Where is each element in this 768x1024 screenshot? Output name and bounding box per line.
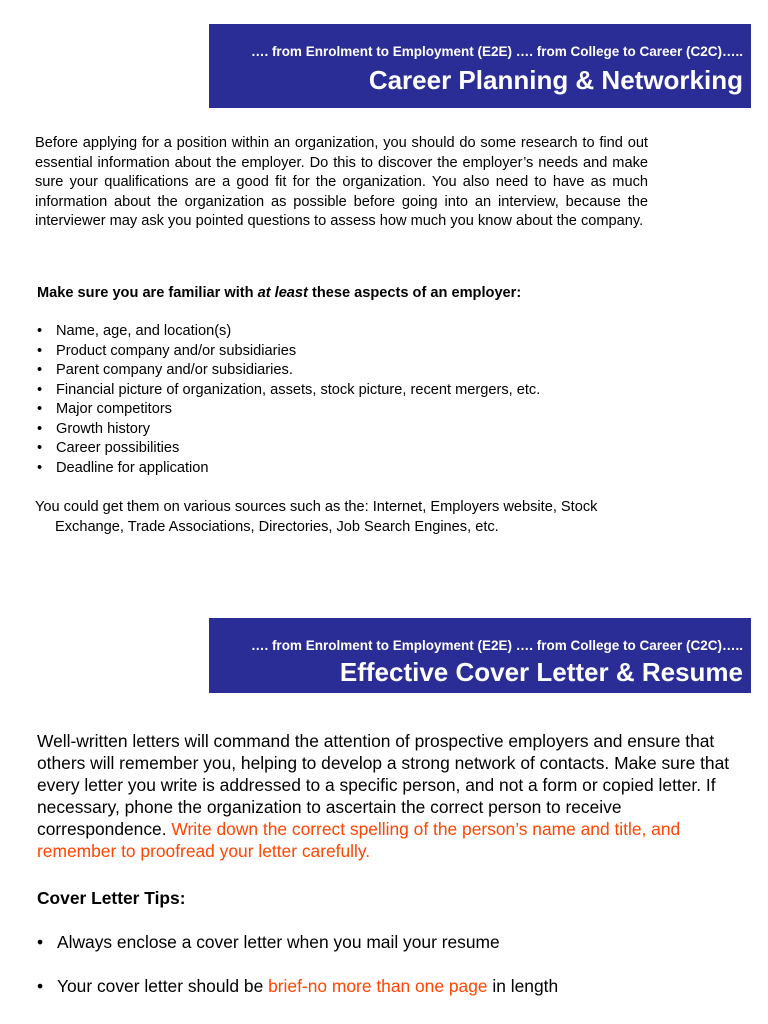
section-title: Effective Cover Letter & Resume [339,657,743,687]
intro-paragraph: Before applying for a position within an organization, you should do some research to find out essential information about the employer. Do this to discover the employer’s needs and make sure your qualifications are a good fit for the organization. You also need to have as much information about the organization as possible before going into an interview, because the interviewer may ask you pointed questions to assess how much you know about the company. [35,135,648,229]
banner-tagline: …. from Enrolment to Employment (E2E) …. from College to Career (C2C)….. [250,44,743,59]
letters-paragraph-text: Well-written letters will command the attention of prospective employers and ensure that others will remember you, helping to develop a strong network of contacts. Make sure that every letter you write is addressed to a specific person, and not a form or copied letter. If necessary, phone the organization to ascertain the correct person to receive correspondence. [37,731,730,839]
letters-paragraph-highlight: Write down the correct spelling of the person’s name and title, and remember to proofread your letter carefully. [37,819,681,861]
section-title: Career Planning & Networking [368,65,743,95]
tip-text: Your cover letter should be [57,976,269,996]
list-item [37,975,749,997]
tip-text-end: in length [487,976,559,996]
aspects-heading [37,284,650,304]
letters-paragraph [37,730,749,862]
header-banner-cover-letter [209,618,751,693]
list-item: • Deadline for application [35,459,648,479]
tip-highlight: brief-no more than one page [268,976,488,996]
list-item: • Career possibilities [35,439,648,459]
header-banner-career-planning [209,24,751,108]
tip-text: Always enclose a cover letter when you mail your resume [57,932,500,952]
sources-line-1: You could get them on various sources such as the: Internet, Employers website, Stock [35,499,598,515]
list-item: • Parent company and/or subsidiaries. [35,361,648,381]
list-item: • Name, age, and location(s) [35,322,648,342]
list-item: • Growth history [35,420,648,440]
list-item: • Product company and/or subsidiaries [35,342,648,362]
aspects-heading-start: Make sure you are familiar with [37,285,258,301]
banner-tagline: …. from Enrolment to Employment (E2E) …. from College to Career (C2C)….. [250,638,743,653]
employer-aspects-list [35,322,648,478]
list-item: • Major competitors [35,400,648,420]
cover-letter-tips-list [37,931,749,1019]
list-item [37,931,749,953]
list-item: • Financial picture of organization, assets, stock picture, recent mergers, etc. [35,381,648,401]
cover-letter-tips-heading: Cover Letter Tips: [37,888,186,908]
sources-paragraph [35,498,648,537]
sources-line-2: Exchange, Trade Associations, Directories, Job Search Engines, etc. [55,518,499,535]
aspects-heading-emphasis: at least [257,285,308,301]
aspects-heading-end: these aspects of an employer: [307,285,522,301]
